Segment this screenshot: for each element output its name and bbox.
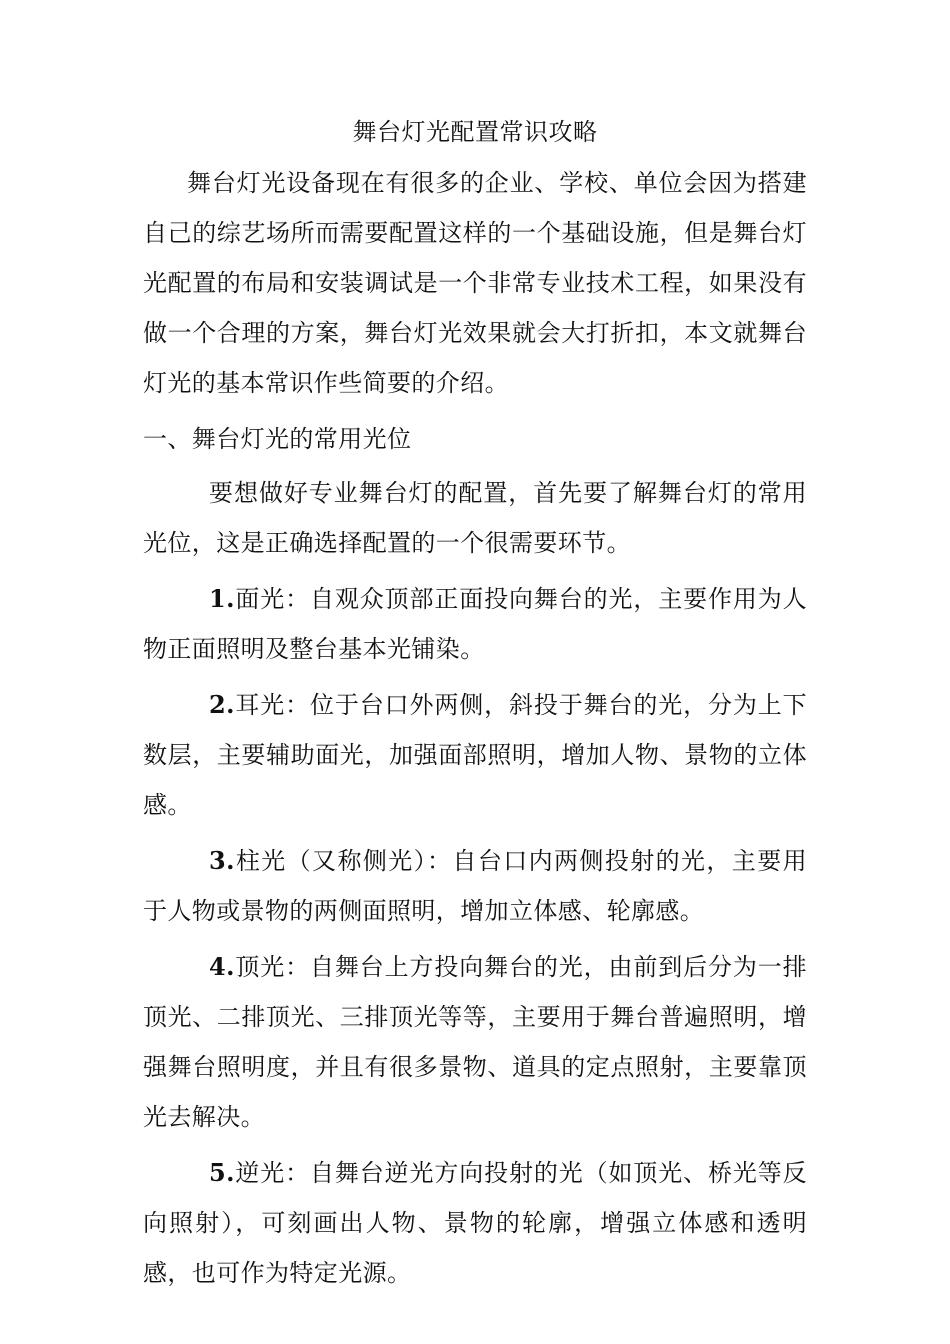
item-text: 耳光：位于台口外两侧，斜投于舞台的光，分为上下数层，主要辅助面光，加强面部照明，增加人物、景物的立体感。 bbox=[143, 691, 807, 819]
list-item bbox=[143, 942, 807, 1142]
list-item bbox=[143, 680, 807, 830]
item-number: 5. bbox=[209, 1158, 235, 1187]
item-text: 柱光（又称侧光）：自台口内两侧投射的光，主要用于人物或景物的两侧面照明，增加立体感、轮廓感。 bbox=[143, 847, 807, 925]
intro-paragraph: 舞台灯光设备现在有很多的企业、学校、单位会因为搭建自己的综艺场所而需要配置这样的一个基础设施，但是舞台灯光配置的布局和安装调试是一个非常专业技术工程，如果没有做一个合理的方案，舞台灯光效果就会大打折扣，本文就舞台灯光的基本常识作些简要的介绍。 bbox=[143, 169, 807, 397]
item-text: 逆光：自舞台逆光方向投射的光（如顶光、桥光等反向照射），可刻画出人物、景物的轮廓，增强立体感和透明感，也可作为特定光源。 bbox=[143, 1159, 807, 1287]
section-lead-paragraph: 要想做好专业舞台灯的配置，首先要了解舞台灯的常用光位，这是正确选择配置的一个很需要环节。 bbox=[143, 479, 807, 557]
list-item bbox=[143, 574, 807, 674]
item-number: 2. bbox=[209, 690, 235, 719]
list-item bbox=[143, 1148, 807, 1298]
document-title: 舞台灯光配置常识攻略 bbox=[352, 118, 598, 146]
item-text: 面光：自观众顶部正面投向舞台的光，主要作用为人物正面照明及整台基本光铺染。 bbox=[143, 585, 807, 663]
document-page bbox=[143, 112, 807, 1304]
item-text: 顶光：自舞台上方投向舞台的光，由前到后分为一排顶光、二排顶光、三排顶光等等，主要用于舞台普遍照明，增强舞台照明度，并且有很多景物、道具的定点照射，主要靠顶光去解决。 bbox=[143, 953, 807, 1131]
item-number: 4. bbox=[209, 952, 235, 981]
section-heading: 一、舞台灯光的常用光位 bbox=[143, 425, 412, 453]
item-number: 3. bbox=[209, 846, 235, 875]
list-item bbox=[143, 836, 807, 936]
item-number: 1. bbox=[209, 584, 235, 613]
